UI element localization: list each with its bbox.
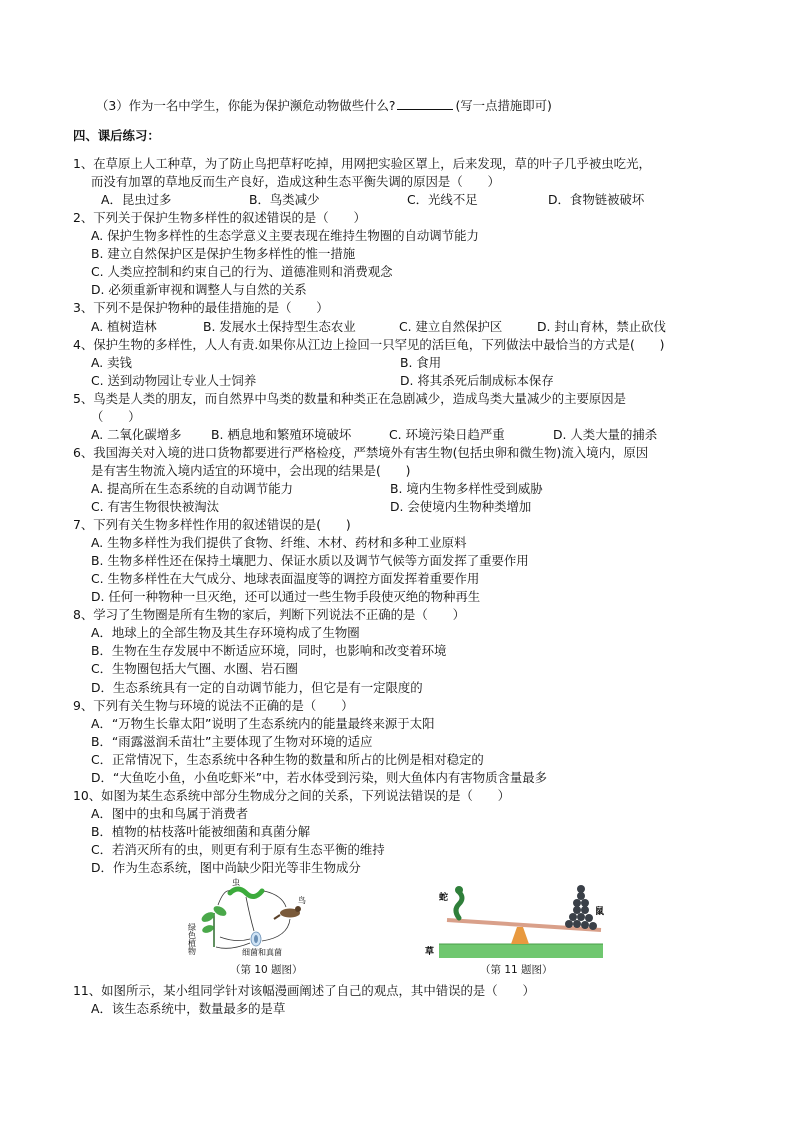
q7-stem: 7、下列有关生物多样性作用的叙述错误的是( ) (73, 517, 351, 532)
q7-option-c[interactable]: C. 生物多样性在大气成分、地球表面温度等的调控方面发挥着重要作用 (91, 571, 480, 586)
q5-option-b[interactable]: B. 栖息地和繁殖环境破坏 (211, 427, 352, 442)
q4-option-d[interactable]: D. 将其杀死后制成标本保存 (400, 373, 554, 388)
figure-11 (425, 880, 605, 960)
figure-11-diagram (425, 880, 605, 960)
q11-option-a[interactable]: A．该生态系统中，数量最多的是草 (91, 1001, 286, 1016)
q6-stem-line1: 6、我国海关对入境的进口货物都要进行严格检疫，严禁境外有害生物(包括虫卵和微生物)流入境内，原因 (73, 445, 649, 460)
q7-option-a[interactable]: A. 生物多样性为我们提供了食物、纤维、木材、药材和多种工业原料 (91, 535, 467, 550)
q3-option-d[interactable]: D. 封山育林，禁止砍伐 (537, 319, 666, 334)
q4-option-b[interactable]: B. 食用 (400, 355, 442, 370)
q3-text: （3）作为一名中学生，你能为保护濒危动物做些什么? (96, 98, 396, 113)
q4-stem: 4、保护生物的多样性，人人有责.如果你从江边上捡回一只罕见的活巨龟，下列做法中最恰当的方式是( ) (73, 337, 665, 352)
q1-option-d[interactable]: D．食物链被破坏 (548, 192, 645, 207)
worm-icon (230, 889, 262, 897)
q9-option-b[interactable]: B．“雨露滋润禾苗壮”主要体现了生物对环境的适应 (91, 734, 373, 749)
snake-icon (455, 886, 463, 918)
q9-option-c[interactable]: C．正常情况下，生态系统中各种生物的数量和所占的比例是相对稳定的 (91, 752, 484, 767)
grass-ground (439, 944, 603, 958)
q5-option-c[interactable]: C. 环境污染日趋严重 (389, 427, 505, 442)
label-bird: 鸟 (298, 896, 306, 905)
seesaw-fulcrum (511, 927, 529, 944)
q5-option-a[interactable]: A. 二氧化碳增多 (91, 427, 182, 442)
arrow-bird-decomposer (262, 919, 290, 941)
q3-option-b[interactable]: B. 发展水土保持型生态农业 (203, 319, 356, 334)
q2-stem: 2、下列关于保护生物多样性的叙述错误的是（ ） (73, 210, 366, 225)
q8-option-c[interactable]: C．生物圈包括大气圈、水圈、岩石圈 (91, 661, 298, 676)
q8-option-b[interactable]: B．生物在生存发展中不断适应环境，同时，也影响和改变着环境 (91, 643, 447, 658)
q2-option-a[interactable]: A. 保护生物多样性的生态学意义主要表现在维持生物圈的自动调节能力 (91, 228, 479, 243)
section-title: 四、课后练习： (73, 128, 160, 143)
arrow-plant-decomposer (220, 937, 250, 941)
q5-stem-line2: （ ） (91, 409, 141, 424)
q1-option-c[interactable]: C．光线不足 (407, 192, 478, 207)
q8-option-a[interactable]: A．地球上的全部生物及其生存环境构成了生物圈 (91, 625, 360, 640)
bird-icon (274, 906, 301, 919)
q1-option-b[interactable]: B．鸟类减少 (249, 192, 320, 207)
mice-pile-icon (565, 885, 597, 930)
plant-icon (200, 904, 228, 947)
arrow-worm-decomposer (246, 897, 254, 931)
q10-option-d[interactable]: D．作为生态系统，图中尚缺少阳光等非生物成分 (91, 860, 361, 875)
figure-11-caption: （第 11 题图） (480, 964, 553, 976)
q11-stem: 11、如图所示，某小组同学针对该幅漫画阐述了自己的观点，其中错误的是（ ） (73, 983, 535, 998)
q7-option-d[interactable]: D. 任何一种物种一旦灭绝，还可以通过一些生物手段使灭绝的物种再生 (91, 589, 481, 604)
q3-hint: (写一点措施即可) (455, 98, 552, 113)
q6-stem-line2: 是有害生物流入境内适宜的环境中，会出现的结果是( ) (91, 463, 411, 478)
q5-stem-line1: 5、鸟类是人类的朋友，而自然界中鸟类的数量和种类正在急剧减少，造成鸟类大量减少的主要原因是 (73, 391, 627, 406)
label-plant: 绿色植物 (187, 923, 197, 955)
answer-blank[interactable] (397, 97, 453, 110)
label-snake: 蛇 (439, 893, 449, 903)
q5-option-d[interactable]: D. 人类大量的捕杀 (553, 427, 658, 442)
q3-sub-question (96, 97, 552, 114)
label-mouse: 鼠 (595, 907, 605, 917)
q2-option-c[interactable]: C. 人类应控制和约束自己的行为、道德准则和消费观念 (91, 264, 393, 279)
label-worm: 虫 (232, 878, 240, 887)
q8-option-d[interactable]: D．生态系统具有一定的自动调节能力，但它是有一定限度的 (91, 680, 423, 695)
q10-stem: 10、如图为某生态系统中部分生物成分之间的关系，下列说法错误的是（ ） (73, 788, 511, 803)
q3-option-a[interactable]: A. 植树造林 (91, 319, 157, 334)
q6-option-c[interactable]: C. 有害生物很快被淘汰 (91, 499, 220, 514)
q4-option-c[interactable]: C. 送到动物园让专业人士饲养 (91, 373, 257, 388)
q9-option-d[interactable]: D．“大鱼吃小鱼，小鱼吃虾米”中，若水体受到污染，则大鱼体内有害物质含量最多 (91, 770, 548, 785)
label-grass: 草 (425, 947, 435, 957)
q8-stem: 8、学习了生物圈是所有生物的家后，判断下列说法不正确的是（ ） (73, 607, 465, 622)
q6-option-a[interactable]: A. 提高所在生态系统的自动调节能力 (91, 481, 293, 496)
q10-option-c[interactable]: C．若消灭所有的虫，则更有利于原有生态平衡的维持 (91, 842, 385, 857)
q10-option-a[interactable]: A．图中的虫和鸟属于消费者 (91, 806, 249, 821)
label-decomposer: 细菌和真菌 (242, 948, 282, 957)
figure-10-caption: （第 10 题图） (230, 964, 303, 976)
q6-option-d[interactable]: D. 会使境内生物种类增加 (390, 499, 532, 514)
q10-option-b[interactable]: B．植物的枯枝落叶能被细菌和真菌分解 (91, 824, 311, 839)
q2-option-d[interactable]: D. 必须重新审视和调整人与自然的关系 (91, 282, 307, 297)
q3-stem: 3、下列不是保护物种的最佳措施的是（ ） (73, 300, 329, 315)
q1-stem-line2: 而没有加罩的草地反而生产良好，造成这种生态平衡失调的原因是（ ） (91, 174, 500, 189)
q7-option-b[interactable]: B. 生物多样性还在保持土壤肥力、保证水质以及调节气候等方面发挥了重要作用 (91, 553, 529, 568)
q4-option-a[interactable]: A. 卖钱 (91, 355, 132, 370)
figure-10 (187, 877, 312, 957)
figure-10-diagram (187, 877, 312, 957)
arrow-worm-bird (264, 891, 286, 907)
q3-option-c[interactable]: C. 建立自然保护区 (399, 319, 503, 334)
q1-stem-line1: 1、在草原上人工种草，为了防止鸟把草籽吃掉，用网把实验区罩上，后来发现，草的叶子几乎被虫吃光， (73, 156, 651, 171)
q9-option-a[interactable]: A．“万物生长靠太阳”说明了生态系统内的能量最终来源于太阳 (91, 716, 435, 731)
q9-stem: 9、下列有关生物与环境的说法不正确的是（ ） (73, 698, 354, 713)
q6-option-b[interactable]: B. 境内生物多样性受到威胁 (390, 481, 543, 496)
q1-option-a[interactable]: A．昆虫过多 (101, 192, 172, 207)
bacteria-icon (251, 932, 261, 946)
q2-option-b[interactable]: B. 建立自然保护区是保护生物多样性的惟一措施 (91, 246, 356, 261)
